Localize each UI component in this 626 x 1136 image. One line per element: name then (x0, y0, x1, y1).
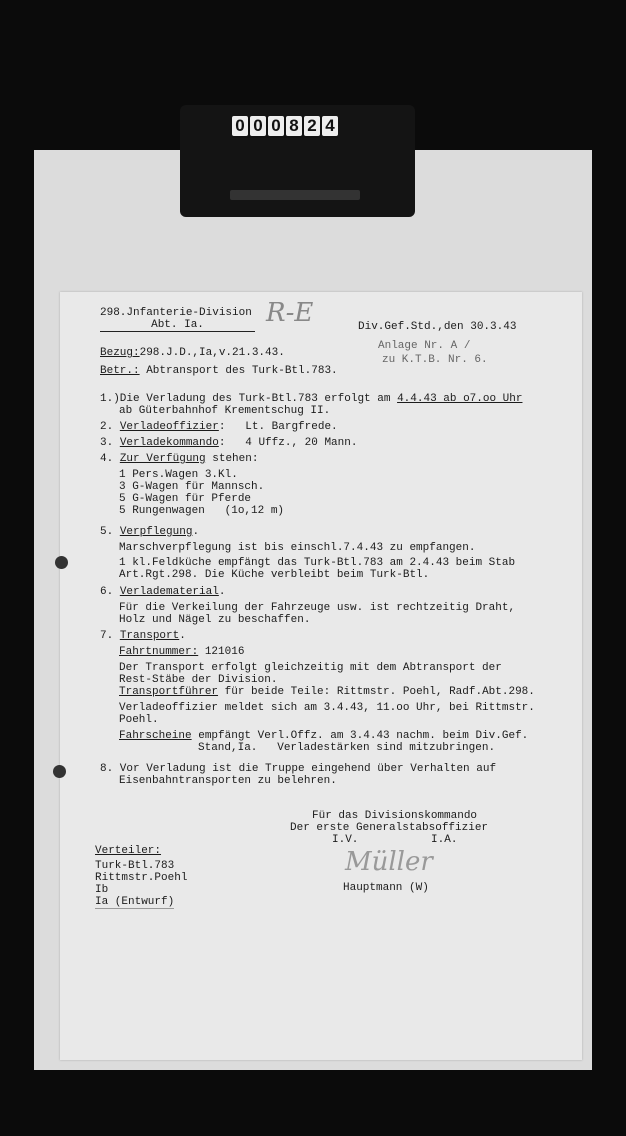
item-label: Transport (119, 630, 180, 642)
handwritten-signature: Müller (345, 847, 433, 877)
department: Abt. Ia. (100, 319, 255, 332)
bezug-text: 298.J.D.,Ia,v.21.3.43. (139, 347, 285, 359)
tickets-label: Fahrscheine (119, 730, 192, 742)
wagon-list-item: 3 G-Wagen für Mannsch. (119, 481, 265, 493)
place-date: Div.Gef.Std.,den 30.3.43 (358, 321, 517, 333)
wagon-list-item: 1 Pers.Wagen 3.Kl. (119, 469, 238, 481)
wagon-list-item: 5 Rungenwagen (1o,12 m) (119, 505, 285, 517)
distribution-item: Ib (95, 884, 109, 896)
ktb-stamp: zu K.T.B. Nr. 6. (382, 354, 488, 366)
item-1-location: ab Güterbahnhof Krementschug II. (119, 405, 331, 417)
item-1-date: 4.4.43 ab o7.oo Uhr (397, 393, 523, 405)
counter-digit: 0 (250, 116, 266, 136)
item-number: 4. (100, 453, 120, 465)
transport-leader-label: Transportführer (119, 686, 219, 698)
item-7-text: Poehl. (119, 714, 159, 726)
punch-hole (53, 765, 66, 778)
item-number: 2. (100, 421, 120, 433)
item-label: Verladekommando (119, 437, 219, 449)
counter-slot (230, 190, 360, 200)
train-number: 121016 (198, 646, 245, 658)
item-6-text: Für die Verkeilung der Fahrzeuge usw. ist rechtzeitig Draht, (119, 602, 516, 614)
item-number: 3. (100, 437, 120, 449)
betr-text: Abtransport des Turk-Btl.783. (139, 365, 338, 377)
item-7-text: Stand,Ia. Verladestärken sind mitzubringen. (198, 742, 496, 754)
betr-label: Betr.: (100, 365, 140, 377)
wagon-list-item: 5 G-Wagen für Pferde (119, 493, 252, 505)
division-name: 298.Jnfanterie-Division (100, 307, 252, 319)
item-1-text: 1.)Die Verladung des Turk-Btl.783 erfolgt am (100, 393, 398, 405)
item-5-text: 1 kl.Feldküche empfängt das Turk-Btl.783 am 2.4.43 beim Stab (119, 557, 516, 569)
signatory-rank: Hauptmann (W) (343, 882, 429, 894)
counter-digit: 8 (286, 116, 302, 136)
bezug-label: Bezug: (100, 347, 140, 359)
item-value: . (218, 586, 226, 598)
distribution-label: Verteiler: (95, 845, 162, 857)
item-8-text: 8. Vor Verladung ist die Truppe eingehend über Verhalten auf (100, 763, 497, 775)
distribution-item: Turk-Btl.783 (95, 860, 175, 872)
item-value: stehen: (205, 453, 259, 465)
item-label: Verladematerial (119, 586, 219, 598)
train-number-label: Fahrtnummer: (119, 646, 199, 658)
item-5-text: Art.Rgt.298. Die Küche verbleibt beim Turk-Btl. (119, 569, 430, 581)
item-value: : 4 Uffz., 20 Mann. (218, 437, 358, 449)
item-7-text: Verladeoffizier meldet sich am 3.4.43, 11.oo Uhr, bei Rittmstr. (119, 702, 535, 714)
item-number: 5. (100, 526, 120, 538)
item-label: Verladeoffizier (119, 421, 219, 433)
distribution-item: Ia (Entwurf) (95, 896, 175, 908)
item-6-text: Holz und Nägel zu beschaffen. (119, 614, 311, 626)
item-label: Zur Verfügung (119, 453, 206, 465)
counter-digit: 0 (268, 116, 284, 136)
transport-leader: für beide Teile: Rittmstr. Poehl, Radf.Abt.298. (218, 686, 535, 698)
signature-line: Der erste Generalstabsoffizier (290, 822, 489, 834)
handwritten-initials: R-E (266, 298, 314, 328)
counter-digit: 0 (232, 116, 248, 136)
item-7-text: Rest-Stäbe der Division. (119, 674, 278, 686)
item-8-text: Eisenbahntransporten zu belehren. (119, 775, 337, 787)
item-value: . (179, 630, 186, 642)
signature-line: Für das Divisionskommando (312, 810, 478, 822)
anlage-stamp: Anlage Nr. A / (378, 340, 471, 352)
item-number: 7. (100, 630, 120, 642)
counter-digit: 2 (304, 116, 320, 136)
tickets-text: empfängt Verl.Offz. am 3.4.43 nachm. beim Div.Gef. (191, 730, 529, 742)
item-number: 6. (100, 586, 120, 598)
item-5-text: Marschverpflegung ist bis einschl.7.4.43 zu empfangen. (119, 542, 476, 554)
item-value: . (192, 526, 200, 538)
punch-hole (55, 556, 68, 569)
counter-digit: 4 (322, 116, 338, 136)
item-7-text: Der Transport erfolgt gleichzeitig mit dem Abtransport der (119, 662, 502, 674)
signature-line: I.V. I.A. (332, 834, 458, 846)
item-value: : Lt. Bargfrede. (218, 421, 338, 433)
frame-counter (232, 116, 338, 138)
distribution-item: Rittmstr.Poehl (95, 872, 188, 884)
item-label: Verpflegung (119, 526, 193, 538)
